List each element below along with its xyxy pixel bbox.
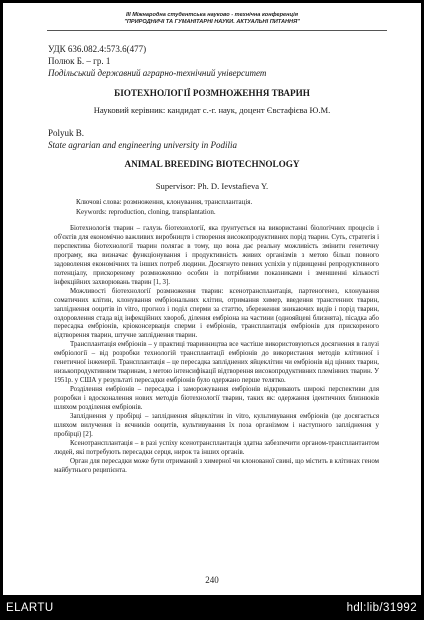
page-number: 240 [205, 575, 219, 585]
author-ua: Полюк Б. – гр. 1 [48, 56, 111, 66]
header-divider [47, 30, 387, 31]
supervisor-ua: Науковий керівник: кандидат с.-г. наук, доцент Євстафієва Ю.М. [93, 105, 331, 115]
paragraph: Ксенотрансплантація – в разі успіху ксенотрансплантація здатна забезпечити органом-трансплантантом людей, які потребують пересадки серця, нирок та інших органів. [54, 439, 379, 456]
author-en: Polyuk B. [48, 128, 85, 138]
paragraph: Орган для пересадки може бути отриманий з химерної чи клонованої свині, що містить в клітинах геном майбутнього реципієнта. [54, 457, 379, 474]
udk-code: УДК 636.082.4:573.6(477) [48, 44, 147, 54]
institution-en: State agrarian and engineering university in Podilia [48, 140, 237, 150]
keywords-ua: Ключові слова: розмноження, клонування, трансплантація. [76, 198, 253, 206]
title-ua: БІОТЕХНОЛОГІЇ РОЗМНОЖЕННЯ ТВАРИН [114, 88, 310, 98]
supervisor-en: Supervisor: Ph. D. Ievstafieva Y. [155, 181, 269, 191]
article-body [54, 225, 379, 476]
paragraph: Трансплантація ембріонів – у практиці тваринництва все частіше використовуються досягнення в галузі ембріології – від розробки технологій трансплантації ембріонів до використання методів клітинної і генетичної інженерії. Трансплантація – це пересадка запліднених яйцеклітин чи ембріонів від цінних тварин, низькопродуктивним тваринам, з метою інтенсифікації відтворення високопродуктивних племінних тварин. У 1951р. у США у результаті пересадки ембріонів було одержано перше телятко. [54, 341, 379, 385]
keywords-en: Keywords: reproduction, cloning, transplantation. [76, 208, 216, 216]
institution-ua: Подільський державний аграрно-технічний університет [48, 68, 267, 78]
conference-header [3, 12, 421, 26]
paragraph: Біотехнологія тварин – галузь біотехнології, яка ґрунтується на використанні біологічних процесів і об'єктів для економічно важливих виробництв і створення високопродуктивних порід тварин. Суть, стратегія і перспектива біотехнології тварин полягає в тому, що вона дає реальну можливість змінити генетичну програму, яка визначає функціонування і продуктивність живих організмів з метою більш повного задоволення економічних та інших потреб людини. Досягнуто певних успіхів у підвищенні репродуктивного потенціалу, прискореному розмноженню особин із потрібними показниками і зменшенні кількості інфекційних захворювань тварин [1, 3]. [54, 225, 379, 286]
paragraph: Розділення ембріонів – пересадка і заморожування ембріонів відкривають широкі перспективи для розробки і вдосконалення нових методів біотехнології тварин, таких як: одержання ідентичних близнюків шляхом розділення ембріонів. [54, 386, 379, 412]
repository-name: ELARTU [6, 602, 54, 614]
paragraph: Запліднення у пробірці – запліднення яйцеклітин in vitro, культивування ембріонів (це досягається шляхом вилучення із яєчників ооцитів, культивування їх поза організмом і наступного запліднення у пробірці) [2]. [54, 413, 379, 438]
handle-id: hdl:lib/31992 [346, 602, 417, 614]
title-en: ANIMAL BREEDING BIOTECHNOLOGY [124, 159, 300, 169]
repository-footer [0, 597, 424, 620]
conference-header-line-2: "ПРИРОДНИЧІ ТА ГУМАНІТАРНІ НАУКИ. АКТУАЛЬНІ ПИТАННЯ" [124, 19, 300, 25]
paragraph: Можливості біотехнології розмноження тварин: ксенотрансплантація, партеногенез, клонування соматичних клітин, клонування ембріональних клітин, отримання химер, введення трансгенних тварин, запліднення ооцитів in vitro, прогноз і поділ сперми за статтю, збереження зникаючих видів і порід тварин, оздоровлення стада від інфекційних хвороб, ділення ембріона на частини (однояйцеві близнята), пісадка або пересадка ембріонів, кріоконсервація сперми і ембріонів, трансплантація ембріонів для прискореного відтворення тварин, штучне запліднення тварин. [54, 287, 379, 340]
conference-header-line-1: III Міжнародна студентська науково - технічна конференція [125, 12, 299, 18]
document-page [3, 3, 421, 595]
